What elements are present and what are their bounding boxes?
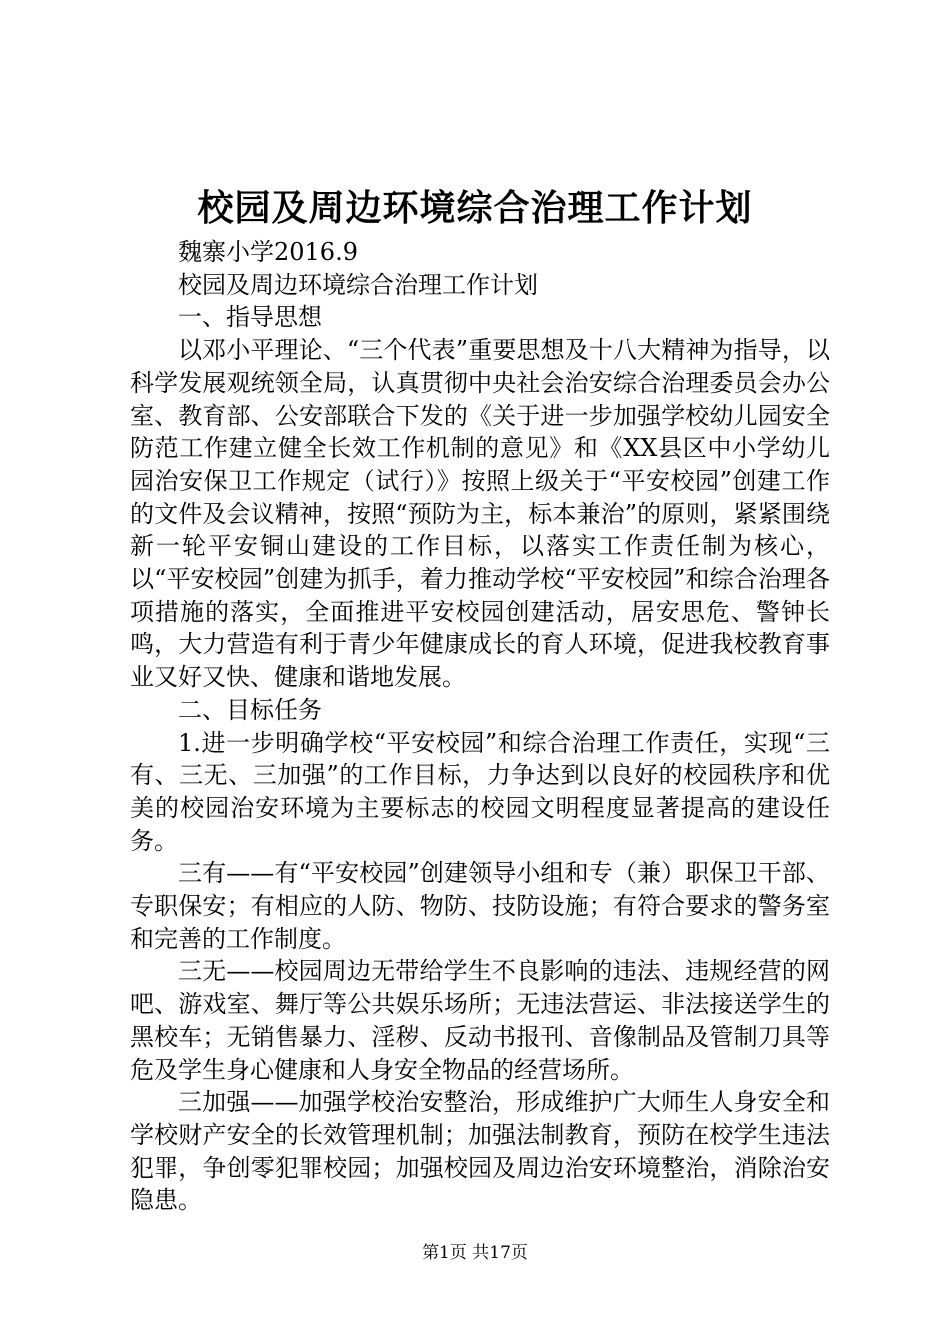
page-number-footer: 第1页 共17页 [422, 1243, 528, 1263]
paragraph-three-haves: 三有——有“平安校园”创建领导小组和专（兼）职保卫干部、专职保安；有相应的人防、物防、技防设施；有符合要求的警务室和完善的工作制度。 [130, 859, 830, 953]
school-date-line: 魏寨小学2016.9 [178, 238, 358, 266]
section-heading-goals: 二、目标任务 [178, 695, 322, 724]
document-body [130, 236, 830, 1217]
paragraph-three-strengthens: 三加强——加强学校治安整治，形成维护广大师生人身安全和学校财产安全的长效管理机制；加强法制教育，预防在校学生违法犯罪，争创零犯罪校园；加强校园及周边治安环境整治，消除治安隐患。 [130, 1088, 830, 1215]
paragraph-guiding-thought: 以邓小平理论、“三个代表”重要思想及十八大精神为指导，以科学发展观统领全局，认真贯彻中央社会治安综合治理委员会办公室、教育部、公安部联合下发的《关于进一步加强学校幼儿园安全防范工作建立健全长效工作机制的意见》和《XX县区中小学幼儿园治安保卫工作规定（试行）》按照上级关于“平安校园”创建工作的文件及会议精神，按照“预防为主，标本兼治”的原则，紧紧围绕新一轮平安铜山建设的工作目标，以落实工作责任制为核心，以“平安校园”创建为抓手，着力推动学校“平安校园”和综合治理各项措施的落实，全面推进平安校园创建活动，居安思危、警钟长鸣，大力营造有利于青少年健康成长的育人环境，促进我校教育事业又好又快、健康和谐地发展。 [130, 336, 830, 692]
subtitle-line: 校园及周边环境综合治理工作计划 [178, 270, 538, 299]
document-title: 校园及周边环境综合治理工作计划 [197, 188, 753, 229]
paragraph-goal-1: 1.进一步明确学校“平安校园”和综合治理工作责任，实现“三有、三无、三加强”的工作目标，力争达到以良好的校园秩序和优美的校园治安环境为主要标志的校园文明程度显著提高的建设任务。 [130, 728, 830, 855]
section-heading-guiding-thought: 一、指导思想 [178, 303, 322, 332]
paragraph-three-nones: 三无——校园周边无带给学生不良影响的违法、违规经营的网吧、游戏室、舞厅等公共娱乐场所；无违法营运、非法接送学生的黑校车；无销售暴力、淫秽、反动书报刊、音像制品及管制刀具等危及学生身心健康和人身安全物品的经营场所。 [130, 957, 830, 1084]
